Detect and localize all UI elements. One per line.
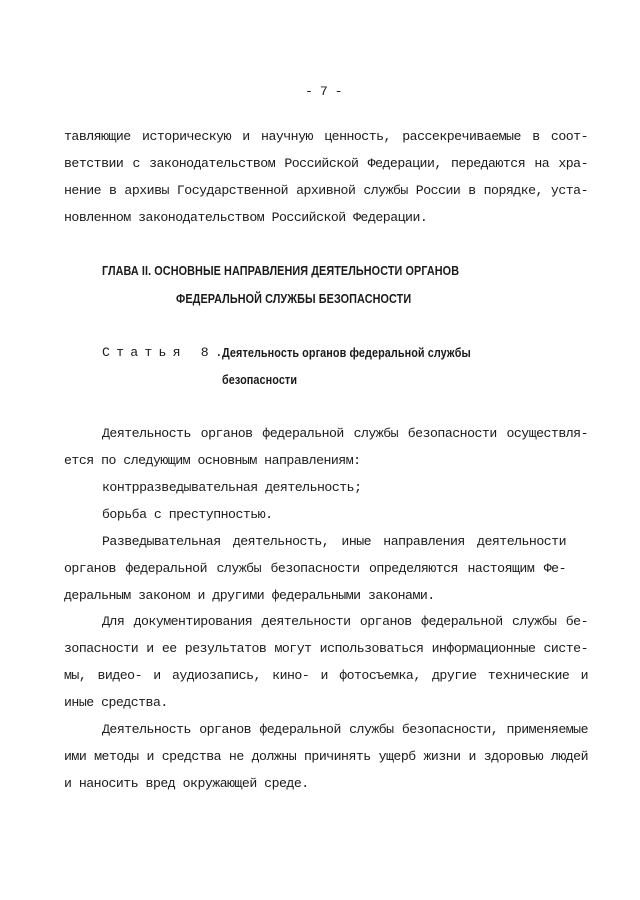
chapter-heading-line2: ФЕДЕРАЛЬНОЙ СЛУЖБЫ БЕЗОПАСНОСТИ <box>176 292 412 306</box>
body-line: Деятельность органов федеральной службы безопасности осуществля- <box>102 426 588 441</box>
body-line: и наносить вред окружающей среде. <box>64 776 309 791</box>
body-line: борьба с преступностью. <box>102 507 273 522</box>
body-line: ется по следующим основным направлениям: <box>64 453 361 468</box>
body-line: Деятельность органов федеральной службы безопасности, применяемые <box>102 722 588 737</box>
body-line: ими методы и средства не должны причинять ущерб жизни и здоровью людей <box>64 749 588 764</box>
intro-line: нение в архивы Государственной архивной службы России в порядке, уста- <box>64 183 588 198</box>
body-line: деральным законом и другими федеральными законами. <box>64 588 435 603</box>
body-line: органов федеральной службы безопасности определяются настоящим Фе- <box>64 561 566 576</box>
article-title-line1: Деятельность органов федеральной службы <box>222 346 471 360</box>
intro-line: новленном законодательством Российской Федерации. <box>64 210 428 225</box>
body-line: Для документирования деятельности органов федеральной службы бе- <box>102 614 588 629</box>
body-line: иные средства. <box>64 695 168 710</box>
article-label: Статья 8. <box>102 345 230 360</box>
body-line: Разведывательная деятельность, иные направления деятельности <box>102 534 566 549</box>
intro-line: тавляющие историческую и научную ценность, рассекречиваемые в соот- <box>64 129 588 144</box>
chapter-heading-line1: ГЛАВА II. ОСНОВНЫЕ НАПРАВЛЕНИЯ ДЕЯТЕЛЬНОСТИ ОРГАНОВ <box>102 264 460 278</box>
body-line: контрразведывательная деятельность; <box>102 480 362 495</box>
page-number: - 7 - <box>305 84 343 99</box>
body-line: зопасности и ее результатов могут использоваться информационные систе- <box>64 641 588 656</box>
body-line: мы, видео- и аудиозапись, кино- и фотосъемка, другие технические и <box>64 668 588 683</box>
article-title-line2: безопасности <box>222 373 298 387</box>
intro-line: ветствии с законодательством Российской Федерации, передаются на хра- <box>64 156 588 171</box>
